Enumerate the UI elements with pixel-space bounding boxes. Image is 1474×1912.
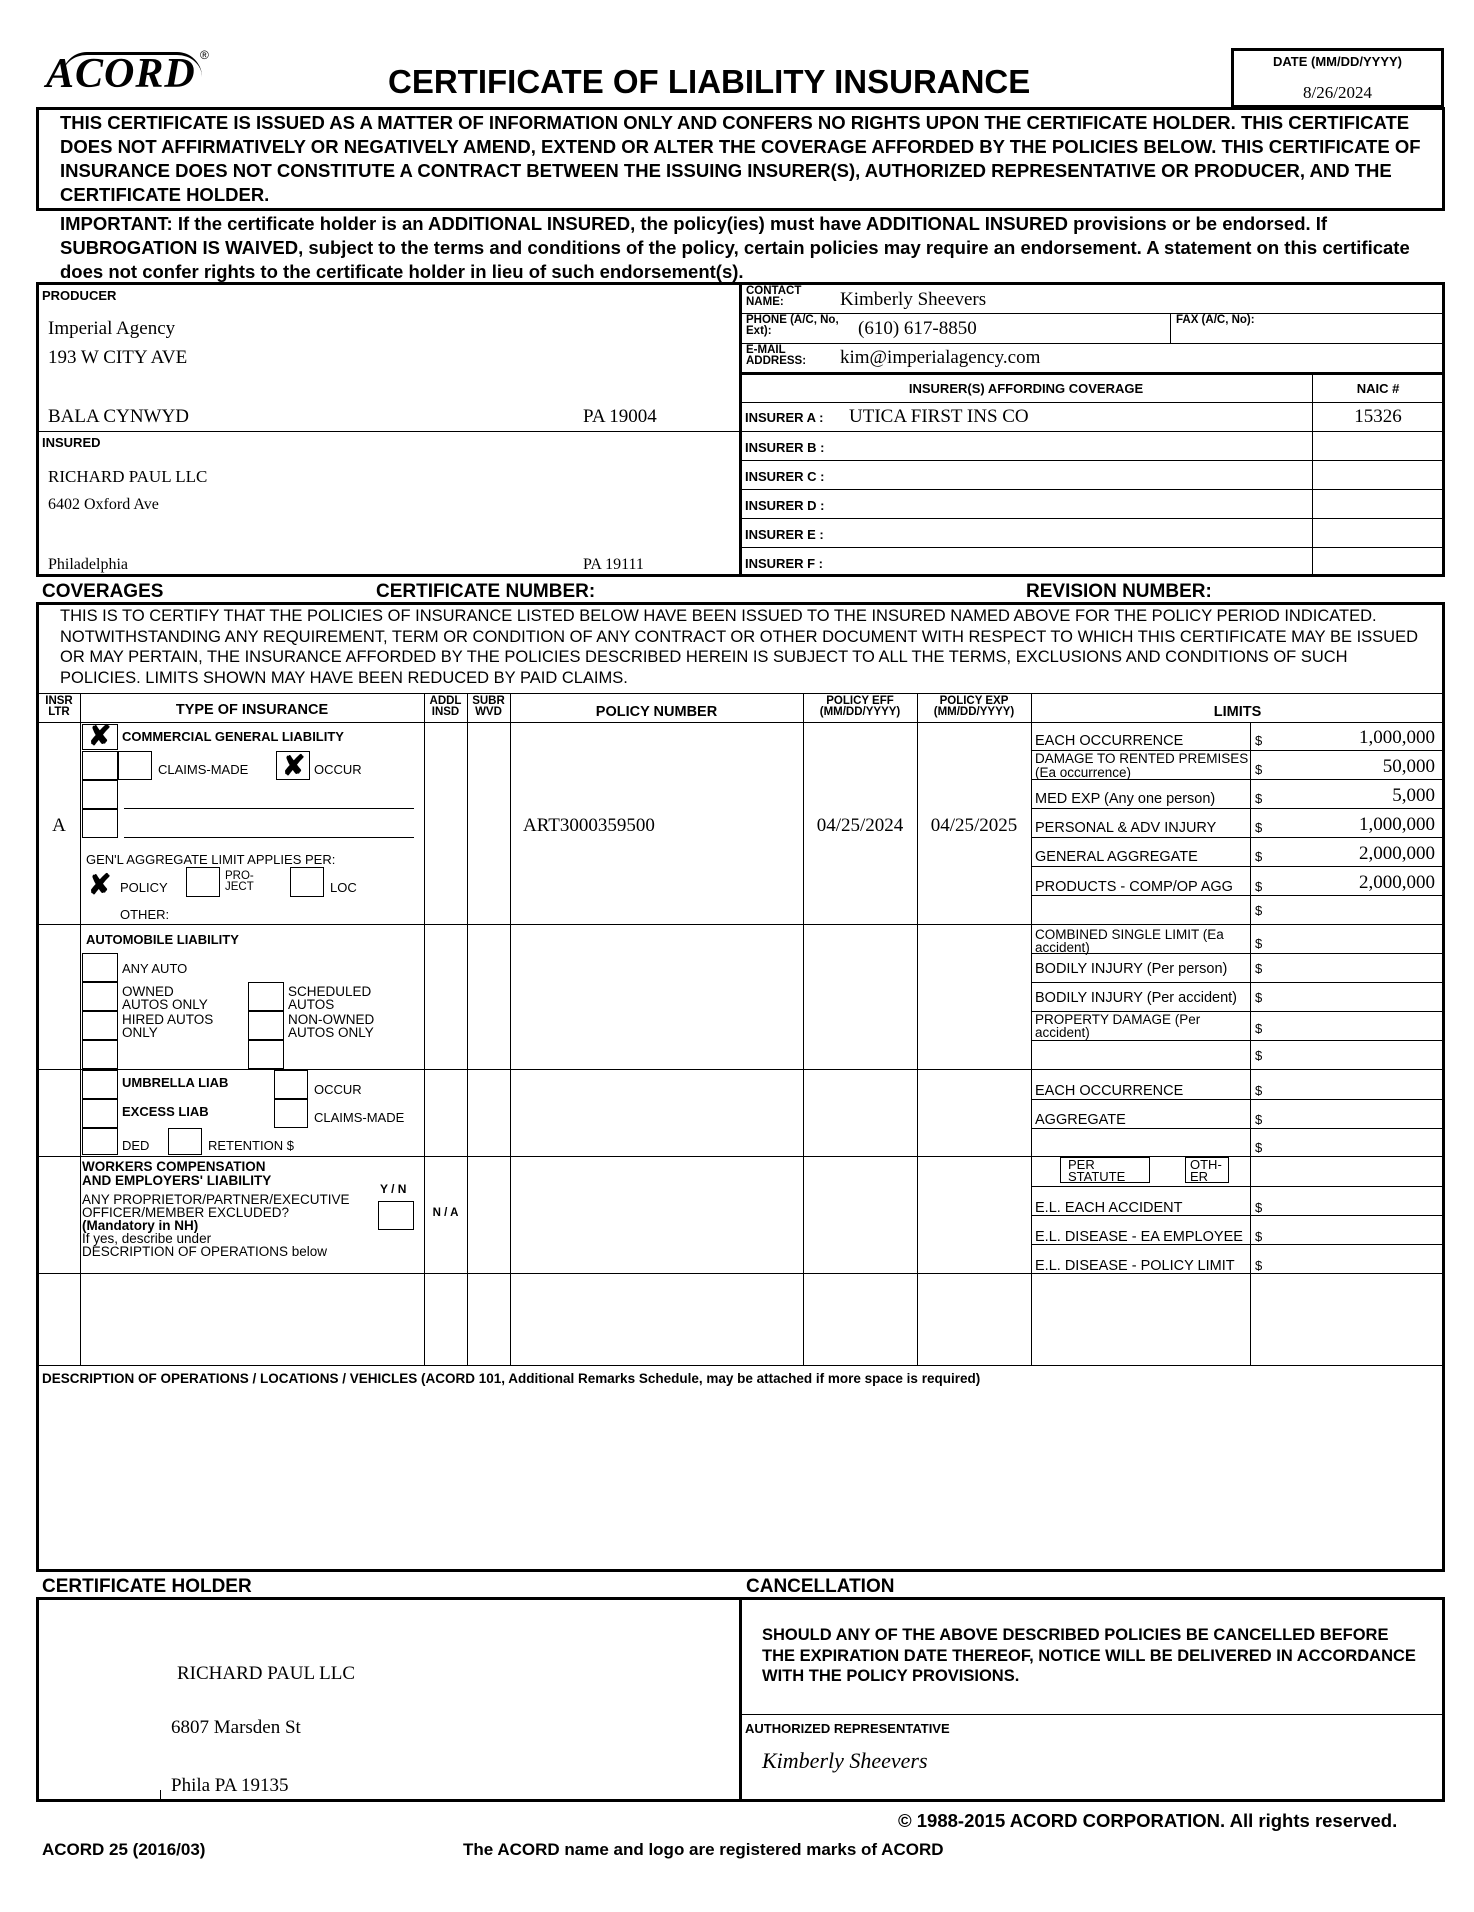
- limit-label: PRODUCTS - COMP/OP AGG: [1035, 879, 1233, 895]
- loc-label: LOC: [330, 880, 357, 895]
- gl-blank-line: [124, 837, 414, 838]
- insured-address: 6402 Oxford Ave: [48, 496, 159, 513]
- gl-policy-number: ART3000359500: [523, 815, 655, 836]
- date-value: 8/26/2024: [1303, 83, 1372, 102]
- gl-insr-ltr: A: [52, 815, 66, 836]
- contact-name-label: CONTACT NAME:: [746, 285, 802, 308]
- email-label: E-MAIL ADDRESS:: [746, 344, 807, 367]
- limit-label: BODILY INJURY (Per accident): [1035, 990, 1238, 1006]
- insurer-name: UTICA FIRST INS CO: [849, 406, 1029, 427]
- wc-question: [82, 1193, 382, 1258]
- limit-value: 5,000: [1392, 785, 1435, 806]
- description-label: DESCRIPTION OF OPERATIONS / LOCATIONS / VEHICLES (ACORD 101, Additional Remarks Schedule, may be attached if more space is required): [42, 1371, 981, 1386]
- limit-label: PERSONAL & ADV INJURY: [1035, 820, 1217, 836]
- contact-line-2: [740, 343, 1444, 344]
- gl-blank-line: [124, 808, 414, 809]
- contact-line-1: [740, 313, 1444, 314]
- table-header-bottom: [37, 722, 1444, 723]
- holder-tick: [160, 1790, 161, 1800]
- limit-line: [1031, 1040, 1444, 1041]
- holder-city: Phila PA 19135: [171, 1775, 289, 1796]
- insured-divider: [37, 431, 739, 432]
- dollar-sign: $: [1255, 1112, 1263, 1127]
- insurer-line-3: [740, 489, 1444, 490]
- insurers-top: [740, 372, 1444, 375]
- coverages-table: [36, 602, 1445, 1572]
- header-insr-ltr: INSR LTR: [45, 695, 73, 718]
- excess-label: EXCESS LIAB: [122, 1104, 209, 1119]
- holder-name: RICHARD PAUL LLC: [177, 1663, 356, 1684]
- producer-city: BALA CYNWYD: [48, 406, 189, 427]
- coverages-statement: THIS IS TO CERTIFY THAT THE POLICIES OF INSURANCE LISTED BELOW HAVE BEEN ISSUED TO THE INSURED NAMED ABOVE FOR THE POLICY PERIOD INDICATED. NOTWITHSTANDING ANY REQUIREMENT, TERM OR CONDITION OF ANY CONTRACT OR OTHER DOCUMENT WITH RESPECT TO WHICH THIS CERTIFICATE MAY BE ISSUED OR MAY PERTAIN, THE INSURANCE AFFORDED BY THE POLICIES DESCRIBED HEREIN IS SUBJECT TO ALL THE TERMS, EXCLUSIONS AND CONDITIONS OF SUCH POLICIES. LIMITS SHOWN MAY HAVE BEEN REDUCED BY PAID CLAIMS.: [60, 607, 1419, 687]
- registered-mark: ®: [200, 48, 209, 62]
- holder-address: 6807 Marsden St: [171, 1717, 301, 1738]
- dollar-sign: $: [1255, 1083, 1263, 1098]
- check-x-icon: ✘: [88, 869, 112, 900]
- producer-state-zip: PA 19004: [583, 406, 657, 427]
- cancellation-text: SHOULD ANY OF THE ABOVE DESCRIBED POLICIES BE CANCELLED BEFORE THE EXPIRATION DATE THEREOF, NOTICE WILL BE DELIVERED IN ACCORDANCE WITH THE POLICY PROVISIONS.: [762, 1626, 1416, 1685]
- yn-label: Y / N: [380, 1182, 407, 1196]
- limit-line: [1031, 953, 1444, 954]
- contact-name: Kimberly Sheevers: [840, 289, 987, 310]
- insurer-naic: 15326: [1354, 406, 1402, 427]
- insurer-label: INSURER D :: [745, 498, 825, 513]
- logo-swoosh: [62, 52, 202, 77]
- insured-name: RICHARD PAUL LLC: [48, 467, 208, 486]
- occur-label: OCCUR: [314, 762, 362, 777]
- limit-value: 50,000: [1382, 756, 1435, 777]
- policy-label: POLICY: [120, 880, 168, 895]
- umbrella-checkbox[interactable]: [82, 1070, 118, 1099]
- limit-label: COMBINED SINGLE LIMIT (Ea accident): [1035, 927, 1224, 955]
- auto-blank-box: [248, 1040, 284, 1069]
- signature: Kimberly Sheevers: [762, 1748, 928, 1773]
- limit-value: 1,000,000: [1359, 814, 1435, 835]
- auth-rep-divider: [740, 1714, 1444, 1715]
- insurer-label: INSURER C :: [745, 469, 825, 484]
- row-divider: [37, 1365, 1444, 1366]
- dollar-sign: $: [1255, 990, 1263, 1005]
- limit-line: [1031, 1128, 1444, 1129]
- dollar-sign: $: [1255, 733, 1263, 748]
- row-divider: [37, 1069, 1444, 1070]
- claims-made-checkbox[interactable]: [118, 751, 152, 780]
- limit-label: EACH OCCURRENCE: [1035, 1083, 1184, 1099]
- insurer-line-4: [740, 518, 1444, 519]
- gl-title: COMMERCIAL GENERAL LIABILITY: [122, 729, 344, 744]
- producer-address: 193 W CITY AVE: [48, 347, 188, 368]
- wc-excluded-checkbox[interactable]: [378, 1201, 414, 1230]
- fax-divider: [1170, 313, 1171, 343]
- wc-title-line-1: WORKERS COMPENSATION: [82, 1159, 266, 1174]
- fax-label: FAX (A/C, No):: [1176, 314, 1255, 326]
- check-x-icon: ✘: [282, 750, 306, 781]
- important-text: IMPORTANT: If the certificate holder is an ADDITIONAL INSURED, the policy(ies) must have ADDITIONAL INSURED provisions or be endorsed. If SUBROGATION IS WAIVED, subject to the terms and conditions of the policy, certain policies may require an endorsement. A statement on this certificate does not confer rights to the certificate holder in lieu of such endorsement(s).: [60, 213, 1410, 282]
- wc-other-label: OTH- ER: [1190, 1157, 1222, 1184]
- project-label: PRO- JECT: [225, 870, 254, 893]
- auto-blank-box: [82, 1040, 118, 1069]
- header-addl: ADDL INSD: [429, 695, 462, 718]
- non-owned-autos-label: NON-OWNED AUTOS ONLY: [288, 1012, 375, 1040]
- limit-line: [1031, 866, 1444, 867]
- row-divider: [37, 1273, 1444, 1274]
- phone-value: (610) 617-8850: [858, 318, 977, 339]
- gl-blank-box: [82, 751, 118, 780]
- limit-line: [1031, 1186, 1444, 1187]
- holder-box: [36, 1597, 742, 1802]
- cancellation-label: CANCELLATION: [746, 1576, 895, 1597]
- email-value: kim@imperialagency.com: [840, 347, 1041, 368]
- limit-line: [1031, 1099, 1444, 1100]
- limit-label: PROPERTY DAMAGE (Per accident): [1035, 1012, 1201, 1040]
- limit-line: [1031, 808, 1444, 809]
- loc-checkbox[interactable]: [290, 867, 324, 897]
- dollar-sign: $: [1255, 879, 1263, 894]
- coverages-label: COVERAGES: [42, 581, 164, 602]
- umbrella-occur-checkbox[interactable]: [274, 1070, 308, 1099]
- wc-title-line-2: AND EMPLOYERS' LIABILITY: [82, 1173, 272, 1188]
- insured-label: INSURED: [42, 435, 101, 450]
- col-line: [510, 693, 511, 1365]
- dollar-sign: $: [1255, 961, 1263, 976]
- col-line: [803, 693, 804, 1365]
- scheduled-autos-label: SCHEDULED AUTOS: [288, 984, 372, 1012]
- producer-name: Imperial Agency: [48, 318, 176, 339]
- naic-header: NAIC #: [1356, 381, 1400, 396]
- gl-policy-exp: 04/25/2025: [930, 815, 1018, 836]
- limit-label: DAMAGE TO RENTED PREMISES (Ea occurrence): [1035, 751, 1249, 780]
- umbrella-occur-label: OCCUR: [314, 1082, 362, 1097]
- hired-autos-label: HIRED AUTOS ONLY: [122, 1012, 214, 1040]
- revision-number-label: REVISION NUMBER:: [1026, 581, 1212, 602]
- dollar-sign: $: [1255, 820, 1263, 835]
- limit-value: 2,000,000: [1359, 843, 1435, 864]
- dollar-sign: $: [1255, 1021, 1263, 1036]
- dollar-sign: $: [1255, 1048, 1263, 1063]
- dollar-sign: $: [1255, 849, 1263, 864]
- insurers-header: INSURER(S) AFFORDING COVERAGE: [908, 381, 1144, 396]
- umbrella-claims-made-checkbox[interactable]: [274, 1099, 308, 1128]
- any-auto-checkbox[interactable]: [82, 953, 118, 982]
- insurer-label: INSURER B :: [745, 440, 825, 455]
- header-policy-eff: POLICY EFF (MM/DD/YYYY): [819, 695, 901, 718]
- limit-label: BODILY INJURY (Per person): [1035, 961, 1228, 977]
- page-title: CERTIFICATE OF LIABILITY INSURANCE: [388, 63, 1031, 100]
- project-checkbox[interactable]: [186, 867, 220, 897]
- dollar-sign: $: [1255, 762, 1263, 777]
- dollar-sign: $: [1255, 1229, 1263, 1244]
- per-statute-label: PER STATUTE: [1068, 1157, 1126, 1184]
- col-line: [1250, 723, 1251, 1365]
- table-header-top: [37, 693, 1444, 694]
- naic-divider: [1312, 373, 1313, 576]
- limit-line: [1031, 1215, 1444, 1216]
- any-auto-label: ANY AUTO: [122, 961, 188, 976]
- gl-blank-box: [82, 780, 118, 809]
- retention-checkbox[interactable]: [168, 1128, 202, 1155]
- disclaimer-text: THIS CERTIFICATE IS ISSUED AS A MATTER OF INFORMATION ONLY AND CONFERS NO RIGHTS UPON THE CERTIFICATE HOLDER. THIS CERTIFICATE DOES NOT AFFIRMATIVELY OR NEGATIVELY AMEND, EXTEND OR ALTER THE COVERAGE AFFORDED BY THE POLICIES BELOW. THIS CERTIFICATE OF INSURANCE DOES NOT CONSTITUTE A CONTRACT BETWEEN THE ISSUING INSURER(S), AUTHORIZED REPRESENTATIVE OR PRODUCER, AND THE CERTIFICATE HOLDER.: [60, 112, 1421, 205]
- limit-label: GENERAL AGGREGATE: [1035, 849, 1198, 865]
- header-policy-number: POLICY NUMBER: [595, 704, 718, 720]
- other-label: OTHER:: [120, 907, 170, 922]
- limit-label: EACH OCCURRENCE: [1035, 733, 1184, 749]
- non-owned-autos-checkbox[interactable]: [248, 1011, 284, 1040]
- certificate-holder-label: CERTIFICATE HOLDER: [42, 1576, 252, 1597]
- wc-question-line-4: If yes, describe under: [82, 1231, 212, 1246]
- check-x-icon: ✘: [88, 720, 112, 751]
- auto-title: AUTOMOBILE LIABILITY: [86, 932, 239, 947]
- dollar-sign: $: [1255, 936, 1263, 951]
- header-subr: SUBR WVD: [472, 695, 505, 718]
- col-line: [467, 693, 468, 1365]
- header-limits: LIMITS: [1213, 704, 1262, 720]
- owned-autos-label: OWNED AUTOS ONLY: [122, 984, 208, 1012]
- header-policy-exp: POLICY EXP (MM/DD/YYYY): [933, 695, 1015, 718]
- insurer-line-5: [740, 547, 1444, 548]
- retention-label: RETENTION $: [208, 1138, 294, 1153]
- insurer-line-2: [740, 460, 1444, 461]
- umbrella-claims-made-label: CLAIMS-MADE: [314, 1110, 405, 1125]
- dollar-sign: $: [1255, 1140, 1263, 1155]
- insured-state-zip: PA 19111: [583, 556, 644, 573]
- insurer-label: INSURER A :: [745, 410, 824, 425]
- dollar-sign: $: [1255, 1200, 1263, 1215]
- form-id: ACORD 25 (2016/03): [42, 1840, 206, 1859]
- row-divider: [37, 924, 1444, 925]
- gl-blank-box: [82, 809, 118, 838]
- limit-label: E.L. DISEASE - EA EMPLOYEE: [1035, 1229, 1243, 1245]
- header-type: TYPE OF INSURANCE: [175, 702, 329, 718]
- limit-label: MED EXP (Any one person): [1035, 791, 1216, 807]
- na-label: N / A: [432, 1207, 459, 1219]
- acord-logo: ACORD: [46, 51, 196, 97]
- limit-line: [1031, 837, 1444, 838]
- limit-label: E.L. DISEASE - POLICY LIMIT: [1035, 1258, 1235, 1274]
- insured-city: Philadelphia: [48, 556, 128, 573]
- insurer-line-1: [740, 431, 1444, 432]
- claims-made-label: CLAIMS-MADE: [158, 762, 249, 777]
- dollar-sign: $: [1255, 791, 1263, 806]
- producer-label: PRODUCER: [42, 288, 117, 303]
- ded-label: DED: [122, 1138, 150, 1153]
- phone-label: PHONE (A/C, No, Ext):: [746, 314, 839, 337]
- dollar-sign: $: [1255, 903, 1263, 918]
- hired-autos-checkbox[interactable]: [82, 1011, 118, 1040]
- limit-line: [1031, 1244, 1444, 1245]
- limit-label: E.L. EACH ACCIDENT: [1035, 1200, 1183, 1216]
- insurer-label: INSURER F :: [745, 556, 823, 571]
- umbrella-label: UMBRELLA LIAB: [122, 1075, 229, 1090]
- date-label: DATE (MM/DD/YYYY): [1272, 54, 1403, 69]
- row-divider: [37, 1156, 1444, 1157]
- scheduled-autos-checkbox[interactable]: [248, 982, 284, 1011]
- insurer-label: INSURER E :: [745, 527, 824, 542]
- excess-checkbox[interactable]: [82, 1099, 118, 1128]
- wc-question-line-2: OFFICER/MEMBER EXCLUDED?: [82, 1205, 290, 1220]
- col-line: [917, 693, 918, 1365]
- insurer-line-0: [740, 402, 1444, 403]
- limit-line: [1031, 779, 1444, 780]
- col-line: [80, 693, 81, 1365]
- wc-question-line-3: (Mandatory in NH): [82, 1218, 199, 1233]
- wc-question-line-5: DESCRIPTION OF OPERATIONS below: [82, 1244, 328, 1259]
- registered-marks: The ACORD name and logo are registered marks of ACORD: [463, 1840, 944, 1859]
- dollar-sign: $: [1255, 1258, 1263, 1273]
- owned-autos-checkbox[interactable]: [82, 982, 118, 1011]
- certificate-number-label: CERTIFICATE NUMBER:: [376, 581, 596, 602]
- wc-title: [82, 1160, 271, 1188]
- wc-question-line-1: ANY PROPRIETOR/PARTNER/EXECUTIVE: [82, 1192, 350, 1207]
- producer-divider: [739, 282, 742, 577]
- limit-value: 2,000,000: [1359, 872, 1435, 893]
- limit-line: [1031, 982, 1444, 983]
- copyright: © 1988-2015 ACORD CORPORATION. All rights reserved.: [898, 1810, 1398, 1831]
- gl-policy-eff: 04/25/2024: [816, 815, 904, 836]
- limit-line: [1031, 895, 1444, 896]
- authorized-rep-label: AUTHORIZED REPRESENTATIVE: [745, 1721, 950, 1736]
- gen-agg-label: GEN'L AGGREGATE LIMIT APPLIES PER:: [86, 852, 336, 867]
- col-line: [424, 693, 425, 1365]
- col-line: [1031, 693, 1032, 1365]
- limit-value: 1,000,000: [1359, 727, 1435, 748]
- limit-label: AGGREGATE: [1035, 1112, 1126, 1128]
- ded-checkbox[interactable]: [82, 1128, 118, 1155]
